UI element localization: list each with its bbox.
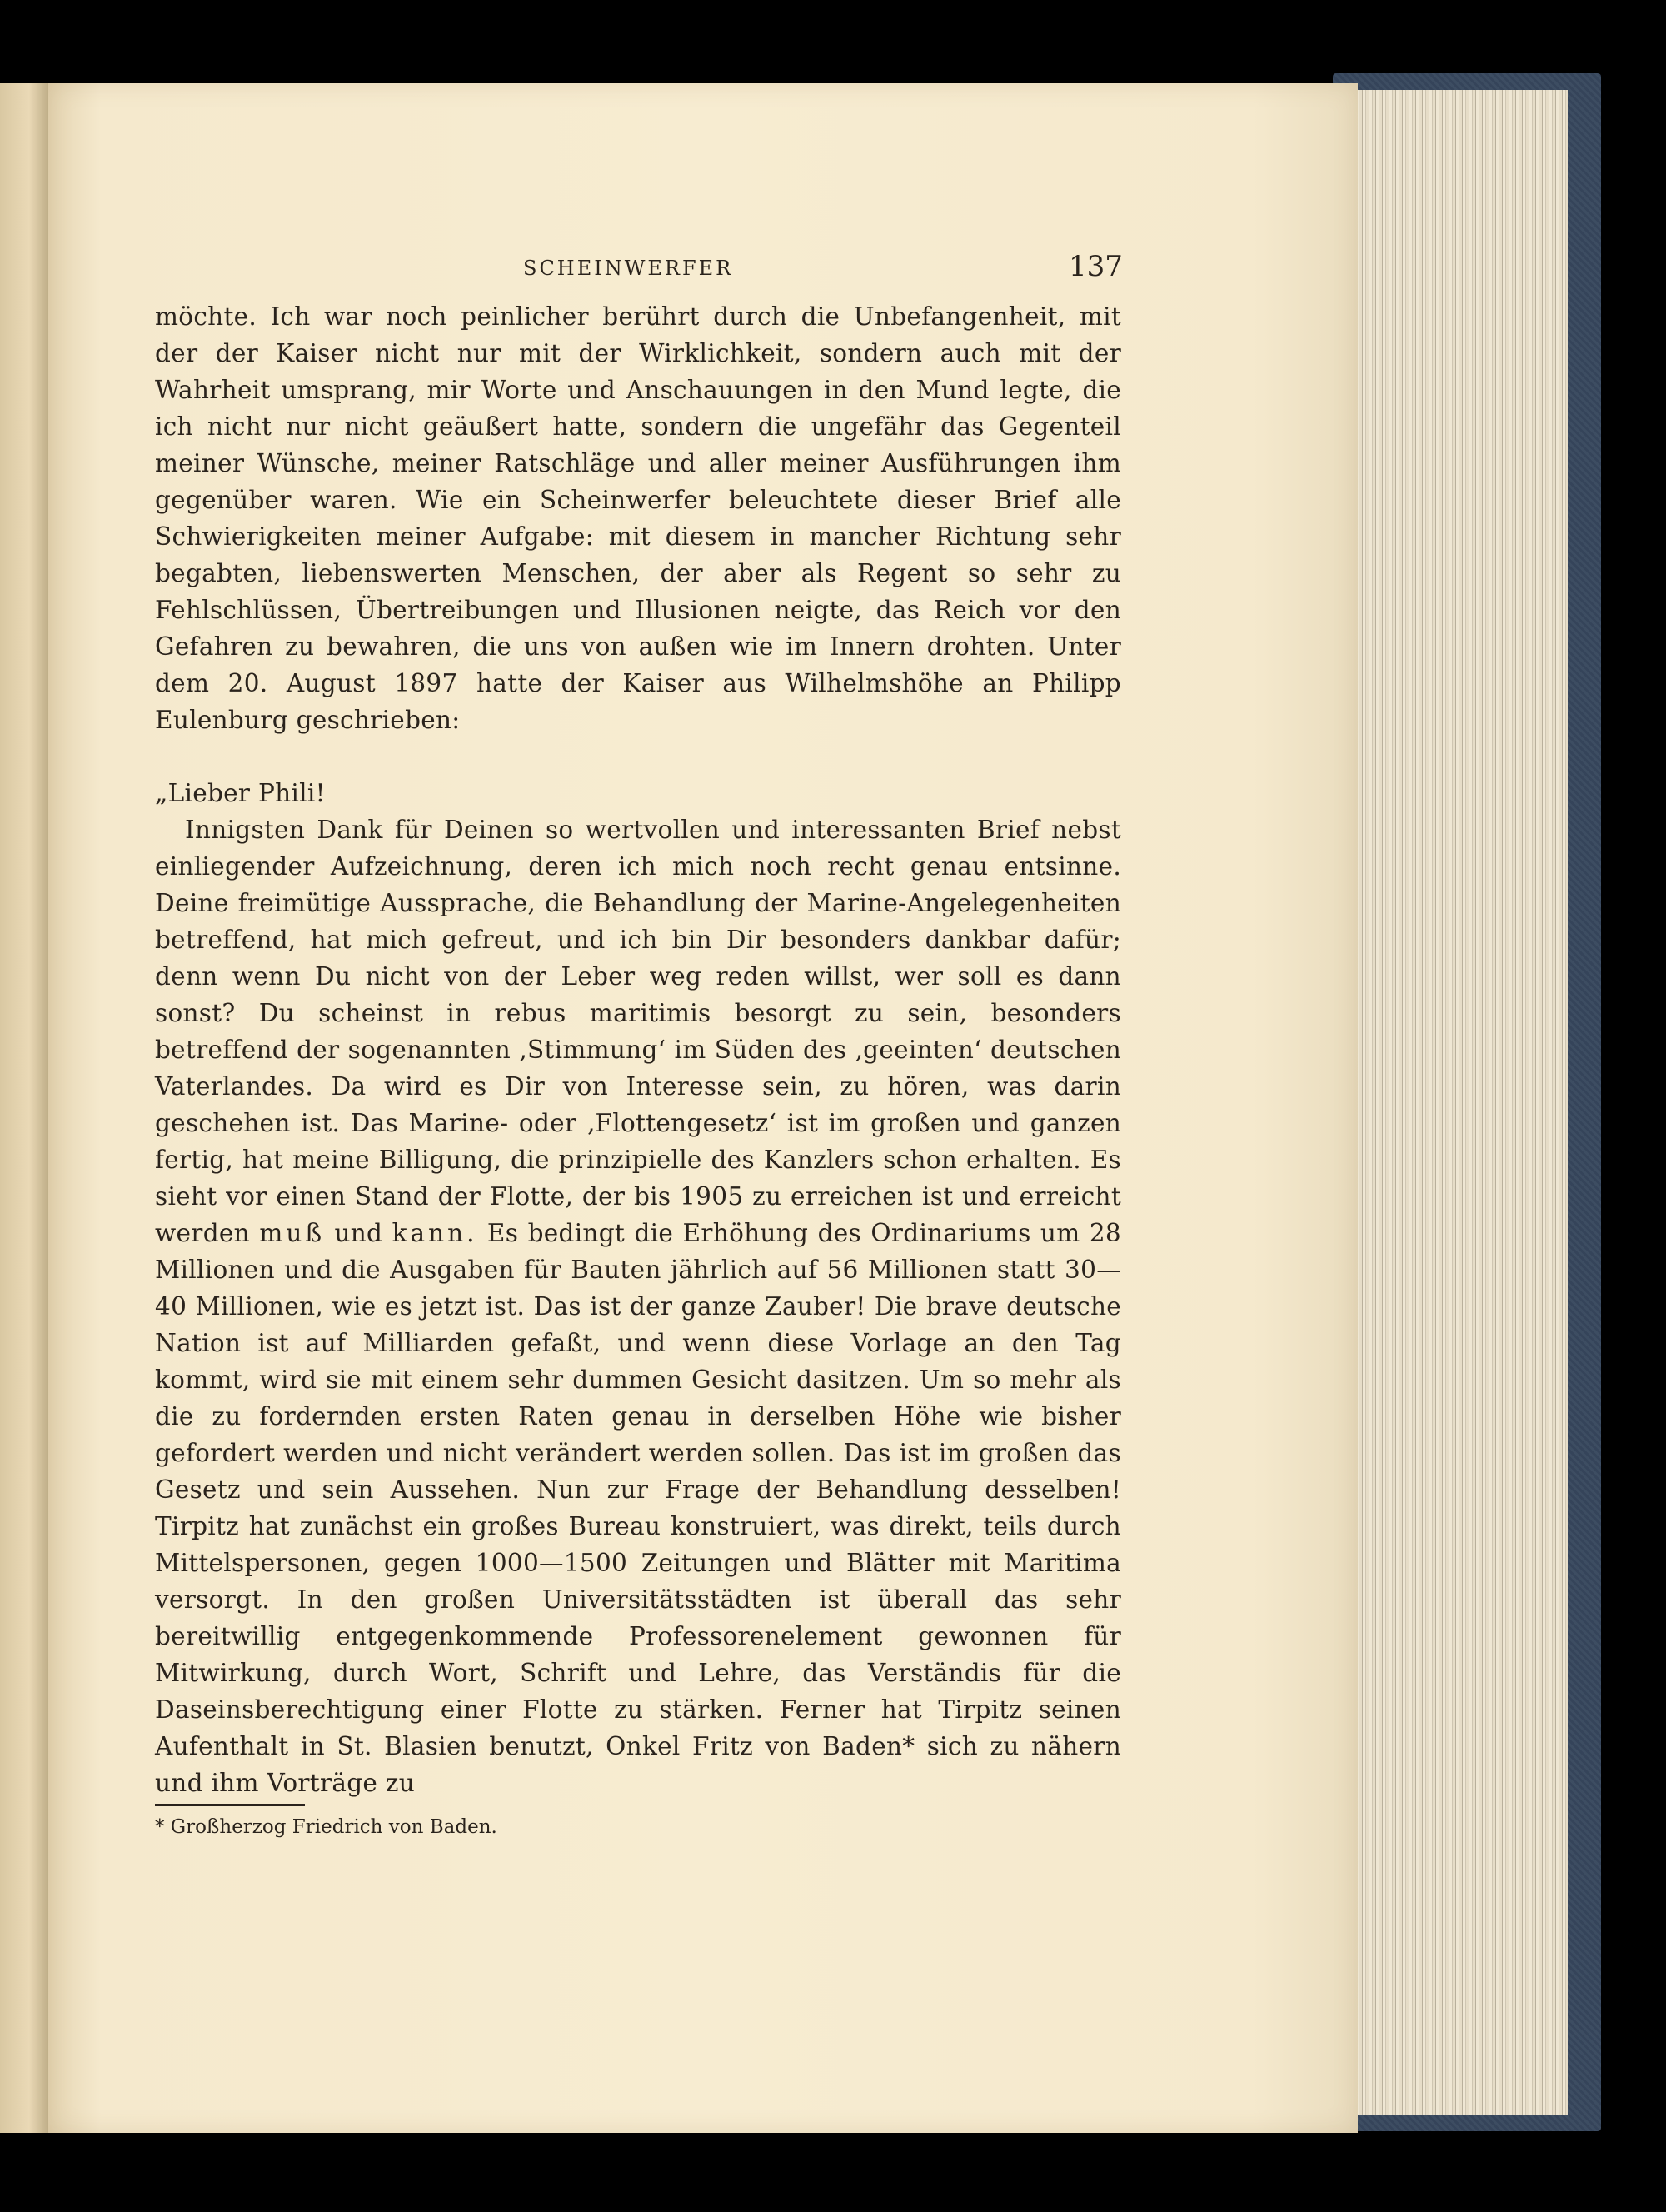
letter-text: Innigsten Dank für Deinen so wertvollen und interessanten Brief nebst einliegender Aufzeichnung, deren ich mich noch recht genau entsinne. Deine freimütige Aussprache, die Behandlung der Marine-Angelegenheiten betreffend, hat mich gefreut, und ich bin Dir besonders dankbar dafür; denn wenn Du nicht von der Leber weg reden willst, wer soll es dann sonst? Du scheinst in rebus maritimis besorgt zu sein, besonders betreffend der sogenannten ‚Stimmung‘ im Süden des ‚geeinten‘ deutschen Vaterlandes. Da wird es Dir von Interesse sein, zu hören, was darin geschehen ist. Das Marine- oder ‚Flottengesetz‘ ist im großen und ganzen fertig, hat meine Billigung, die prinzipielle des Kanzlers schon erhalten. Es sieht vor einen Stand der Flotte, der bis 1905 zu erreichen ist und erreicht werden — [155, 816, 1121, 1247]
body-text — [155, 298, 1121, 1801]
facing-page-edge — [0, 83, 48, 2133]
footnote: * Großherzog Friedrich von Baden. — [155, 1816, 497, 1838]
emphasis-text: kann. — [392, 1219, 478, 1247]
running-head-title: SCHEINWERFER — [523, 257, 734, 280]
paragraph: möchte. Ich war noch peinlicher berührt durch die Unbefangenheit, mit der der Kaiser nicht nur mit der Wirklichkeit, sondern auch mit der Wahrheit umsprang, mir Worte und Anschauungen in den Mund legte, die ich nicht nur nicht geäußert hatte, sondern die ungefähr das Gegenteil meiner Wünsche, meiner Ratschläge und aller meiner Ausführungen ihm gegenüber waren. Wie ein Scheinwerfer beleuchtete dieser Brief alle Schwierigkeiten meiner Aufgabe: mit diesem in mancher Richtung sehr begabten, liebenswerten Menschen, der aber als Regent so sehr zu Fehlschlüssen, Übertreibungen und Illusionen neigte, das Reich vor den Gefahren zu bewahren, die uns von außen wie im Innern drohten. Unter dem 20. August 1897 hatte der Kaiser aus Wilhelmshöhe an Philipp Eulenburg geschrieben: — [155, 302, 1121, 734]
letter-salutation: „Lieber Phili! — [155, 779, 326, 807]
running-head — [48, 250, 1358, 292]
book-page — [48, 83, 1358, 2133]
letter-text: Es bedingt die Erhöhung des Ordinariums um 28 Millionen und die Ausgaben für Bauten jährlich auf 56 Millionen statt 30—40 Millionen, wie es jetzt ist. Das ist der ganze Zauber! Die brave deutsche Nation ist auf Milliarden gefaßt, und wenn diese Vorlage an den Tag kommt, wird sie mit einem sehr dummen Gesicht dasitzen. Um so mehr als die zu fordernden ersten Raten genau in derselben Höhe wie bisher gefordert werden und nicht verändert werden sollen. Das ist im großen das Gesetz und sein Aussehen. Nun zur Frage der Behandlung desselben! Tirpitz hat zunächst ein großes Bureau konstruiert, was direkt, teils durch Mittelspersonen, gegen 1000—1500 Zeitungen und Blätter mit Maritima versorgt. In den großen Universitätsstädten ist überall das sehr bereitwillig entgegenkommende Professorenelement gewonnen für Mitwirkung, durch Wort, Schrift und Lehre, das Verständis für die Daseinsberechtigung einer Flotte zu stärken. Ferner hat Tirpitz seinen Aufenthalt in St. Blasien benutzt, Onkel Fritz von Baden* sich zu nähern und ihm Vorträge zu — [155, 1219, 1122, 1797]
emphasis-text: muß — [259, 1219, 326, 1247]
letter-paragraph — [155, 811, 1121, 1801]
letter-text: und — [334, 1219, 383, 1247]
page-edges — [1349, 90, 1568, 2115]
footnote-divider — [155, 1804, 305, 1806]
page-number: 137 — [1069, 250, 1123, 283]
